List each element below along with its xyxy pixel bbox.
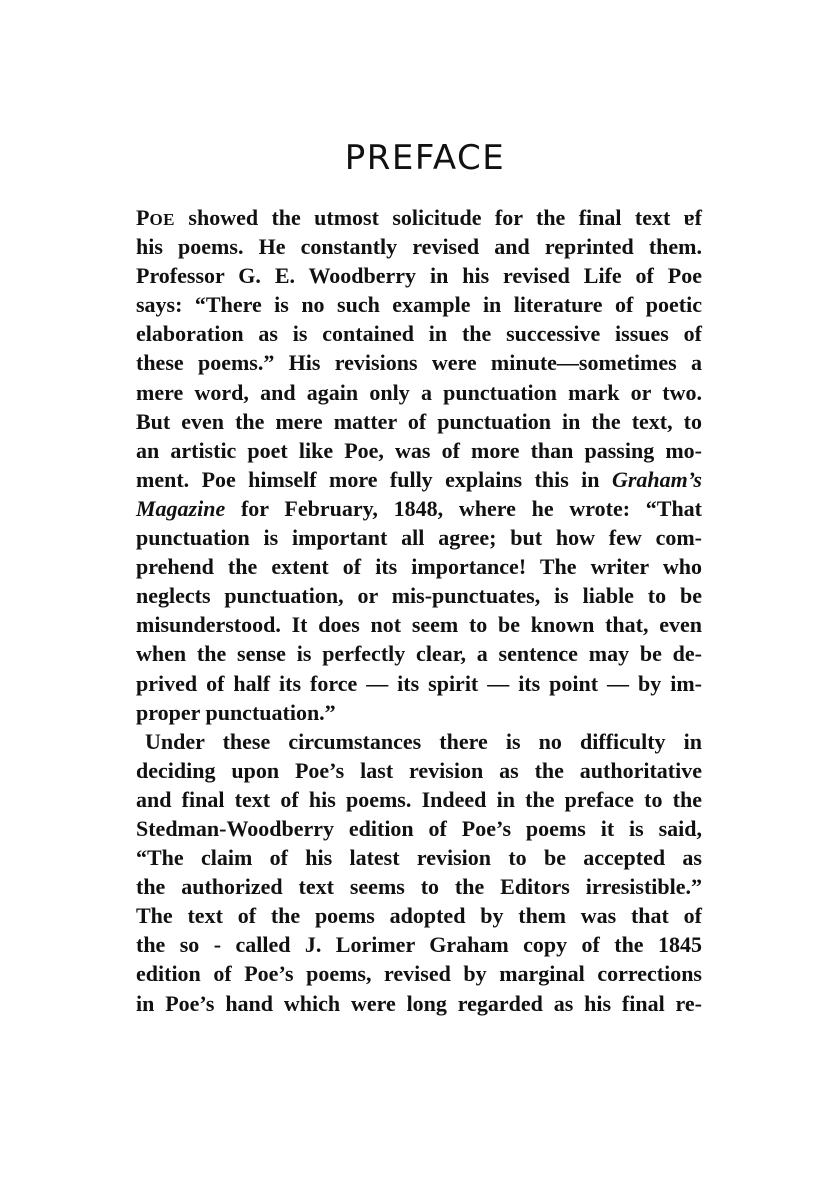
preface-body [136, 203, 702, 1018]
italic-title: Graham’s [611, 466, 702, 492]
text-line: Professor G. E. Woodberry in his revised Life of Poe [136, 263, 702, 289]
text-line: punctuation is important all agree; but how few com- [136, 525, 702, 551]
text-line: when the sense is perfectly clear, a sentence may be de- [136, 641, 702, 667]
text-line: ment. Poe himself more fully explains this in Graham’s [136, 466, 702, 492]
text-line: edition of Poe’s poems, revised by marginal corrections [136, 961, 702, 987]
paragraph-2 [136, 727, 702, 1018]
text-line: in Poe’s hand which were long regarded as his final re- [136, 990, 702, 1016]
text-line: Magazine for February, 1848, where he wrote: “That [136, 495, 702, 521]
text-line: prehend the extent of its importance! The writer who [136, 554, 702, 580]
text-line: the so - called J. Lorimer Graham copy of the 1845 [136, 932, 702, 958]
text-line: says: “There is no such example in literature of poetic [136, 292, 702, 318]
text-line: “The claim of his latest revision to be accepted as [136, 845, 702, 871]
text-line: neglects punctuation, or mis-punctuates, is liable to be [136, 583, 702, 609]
text-line: proper punctuation.” [136, 699, 336, 725]
text-line: Stedman-Woodberry edition of Poe’s poems it is said, [136, 815, 702, 841]
text-line: But even the mere matter of punctuation in the text, to [136, 408, 702, 434]
text-line: and final text of his poems. Indeed in the preface to the [136, 786, 702, 812]
small-caps-word: POE [136, 205, 176, 230]
paragraph-1 [136, 203, 702, 727]
text-line: The text of the poems adopted by them was that of [136, 903, 702, 929]
text-line: an artistic poet like Poe, was of more than passing mo- [136, 437, 702, 463]
text-line: POE showed the utmost solicitude for the final text ɐf [136, 205, 702, 230]
text-line: elaboration as is contained in the successive issues of [136, 321, 702, 347]
text-line: prived of half its force — its spirit — its point — by im- [136, 670, 702, 696]
text-line: misunderstood. It does not seem to be known that, even [136, 612, 702, 638]
text-line: these poems.” His revisions were minute—sometimes a [136, 350, 702, 376]
page-title: PREFACE [344, 138, 506, 178]
text-line: deciding upon Poe’s last revision as the authoritative [136, 757, 702, 783]
text-line: his poems. He constantly revised and reprinted them. [136, 234, 702, 260]
text-line: mere word, and again only a punctuation mark or two. [136, 379, 702, 405]
italic-title: Magazine [136, 495, 226, 521]
text-line: Under these circumstances there is no difficulty in [145, 728, 702, 754]
text-line: the authorized text seems to the Editors irresistible.” [136, 874, 702, 900]
